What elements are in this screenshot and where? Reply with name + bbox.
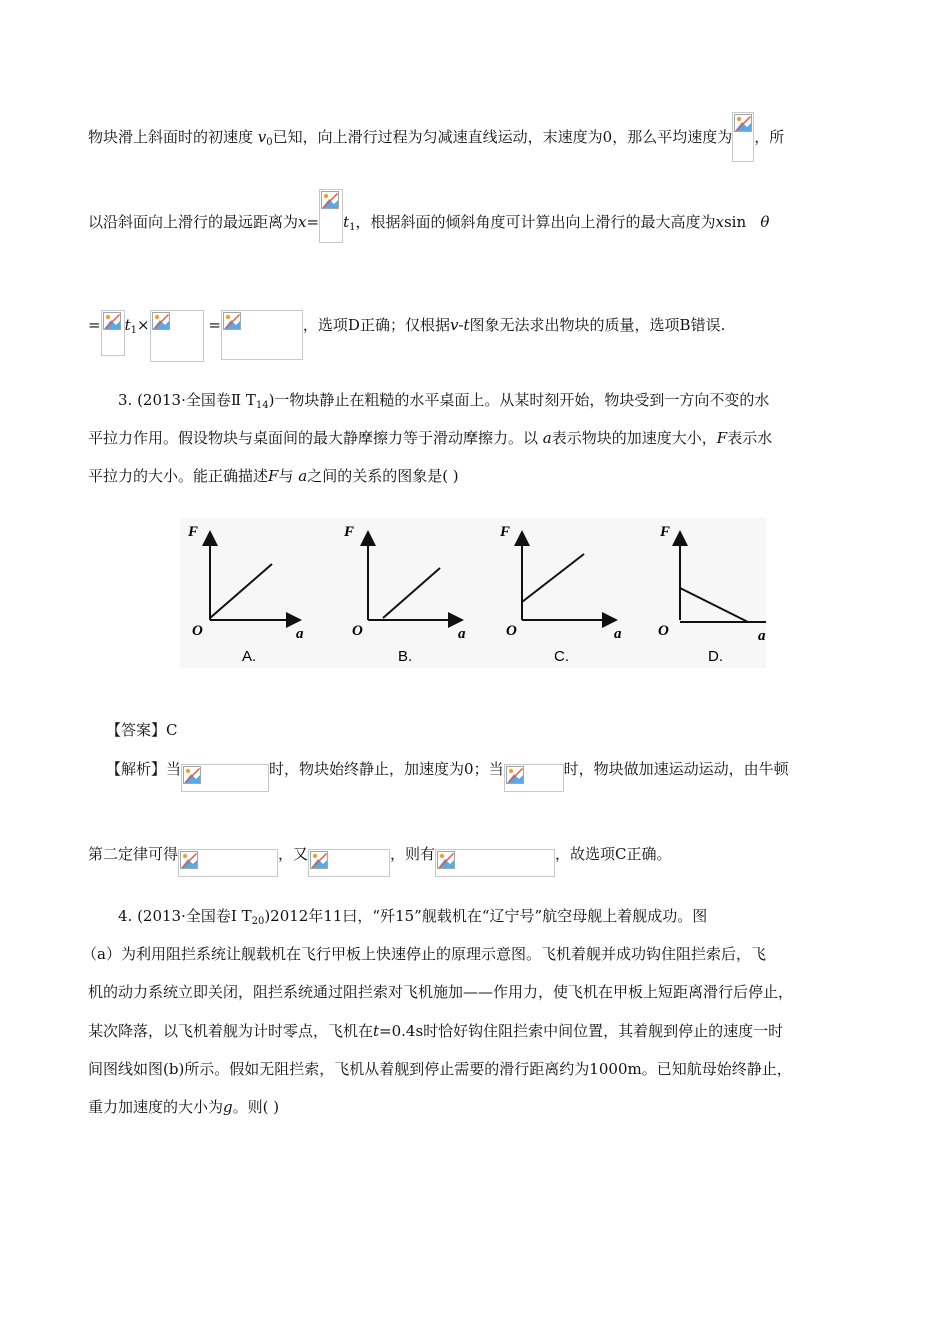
graph-b-label: B. [398,648,413,665]
text: 时，物块做加速运动运动，由牛顿 [563,760,789,778]
q4-line6 [88,1096,279,1118]
q4-line1 [118,905,707,933]
broken-image-icon [103,312,121,330]
para1-line3 [88,314,725,366]
broken-image-icon [506,766,524,784]
text: 物块滑上斜面时的初速度 [88,128,254,146]
text: = [208,316,221,334]
graphs-svg [180,518,766,668]
text: 之间的关系的图象是( ) [307,467,459,485]
q4-line2 [82,943,766,965]
para1-line2 [88,211,769,265]
var-g: g [223,1098,233,1116]
subscript: 1 [349,222,356,233]
text: （a）为利用阻拦系统让舰载机在飞行甲板上快速停止的原理示意图。飞机着舰并成功钩住阻拦索后，飞 [82,945,766,963]
var-x: x [298,213,307,231]
graph-a-a: a [296,626,304,642]
graph-b [343,524,466,665]
var-t: t [124,316,131,334]
formula-image [308,849,390,877]
text: × [136,316,150,334]
text: ，又 [278,845,309,863]
text: 表示物块的加速度大小， [551,429,717,447]
formula-image [504,764,564,792]
graph-d-a: a [758,628,766,644]
text: )一物块静止在粗糙的水平桌面上。从某时刻开始，物块受到一方向不变的水 [268,391,770,409]
graph-d-label: D. [708,648,723,665]
text: 当 [166,760,182,778]
text: - [458,316,464,334]
q3-line2 [88,427,772,449]
graph-b-F: F [344,524,355,540]
broken-image-icon [734,114,752,132]
subscript: 14 [255,400,269,411]
graph-d-F: F [660,524,671,540]
var-t: t [463,316,470,334]
graph-c-O: O [506,623,517,639]
text: 平拉力的大小。能正确描述 [88,467,269,485]
formula-image [150,310,204,362]
graph-c-a: a [614,626,622,642]
q4-line3 [88,981,793,1003]
text: 平拉力作用。假设物块与桌面间的最大静摩擦力等于滑动摩擦力。以 [88,429,539,447]
graph-d-O: O [658,623,669,639]
var-theta: θ [760,213,770,231]
answer-value: C [166,721,178,739]
subscript: 1 [130,325,137,336]
graph-a [187,524,304,665]
text: 3. (2013·全国卷Ⅱ T [118,391,256,409]
var-v: v [449,316,459,334]
graph-b-a: a [458,626,466,642]
broken-image-icon [437,851,455,869]
broken-image-icon [321,191,339,209]
formula-image [101,310,125,356]
graph-a-O: O [192,623,203,639]
analysis-line2 [88,843,672,871]
q3-line1 [118,389,769,417]
q3-line3 [88,465,459,487]
analysis-line1 [106,758,789,786]
broken-image-icon [180,851,198,869]
text-sin: sin [723,213,747,231]
q3-graphs-figure [180,518,766,668]
text: 第二定律可得 [88,845,179,863]
var-a: a [298,467,308,485]
graph-c [499,524,622,665]
formula-image [319,189,343,243]
graph-c-label: C. [554,648,569,665]
text: 4. (2013·全国卷Ⅰ T [118,907,252,925]
subscript: 0 [266,137,273,148]
text: 机的动力系统立即关闭，阻拦系统通过阻拦索对飞机施加——作用力，使飞机在甲板上短距离滑行后停止， [88,983,794,1001]
graph-a-F: F [188,524,199,540]
text: = [306,213,320,231]
text: ，根据斜面的倾斜角度可计算出向上滑行的最大高度为 [355,213,716,231]
answer-label: 【答案】 [106,721,167,739]
text: 某次降落，以飞机着舰为计时零点，飞机在 [88,1022,374,1040]
text: ，所 [754,128,785,146]
var-t: t [343,213,350,231]
text: 时，物块始终静止，加速度为0；当 [269,760,504,778]
formula-image [221,310,303,360]
var-x: x [715,213,724,231]
formula-image [178,849,278,877]
graph-a-label: A. [242,648,257,665]
text: 与 [278,467,294,485]
text: 表示水 [727,429,773,447]
broken-image-icon [152,312,170,330]
text: ，选项D正确；仅根据 [302,316,450,334]
var-F: F [716,429,728,447]
analysis-label: 【解析】 [106,760,167,778]
para1-line1 [88,126,784,176]
subscript: 20 [251,916,265,927]
formula-image [435,849,555,877]
graph-d [658,524,766,665]
answer-line [106,719,178,741]
text: 重力加速度的大小为 [88,1098,224,1116]
graph-b-O: O [352,623,363,639]
text: ，故选项C正确。 [555,845,672,863]
broken-image-icon [310,851,328,869]
graph-a-line [210,564,272,618]
text: 图象无法求出物块的质量，选项B错误. [469,316,726,334]
text: 以沿斜面向上滑行的最远距离为 [88,213,299,231]
text: 已知，向上滑行过程为匀减速直线运动，末速度为0，那么平均速度为 [272,128,733,146]
text: = [88,316,101,334]
formula-image [732,112,754,162]
q4-line4 [88,1020,783,1042]
var-F: F [268,467,279,485]
text: 间图线如图(b)所示。假如无阻拦索，飞机从着舰到停止需要的滑行距离约为1000m。已知航母始终静止， [88,1060,792,1078]
graph-c-F: F [500,524,511,540]
var-t: t [373,1022,380,1040]
var-a: a [542,429,552,447]
broken-image-icon [223,312,241,330]
graph-b-line [383,568,440,618]
q4-line5 [88,1058,792,1080]
graph-d-line [680,588,748,622]
text: 。则( ) [232,1098,280,1116]
broken-image-icon [183,766,201,784]
formula-image [181,764,269,792]
text: )2012年11曰，“歼15”舰载机在“辽宁号”航空母舰上着舰成功。图 [264,907,708,925]
var-v: v [257,128,267,146]
text: =0.4s时恰好钩住阻拦索中间位置，其着舰到停止的速度一时 [379,1022,784,1040]
graph-c-line [522,554,584,602]
text: ，则有 [390,845,436,863]
